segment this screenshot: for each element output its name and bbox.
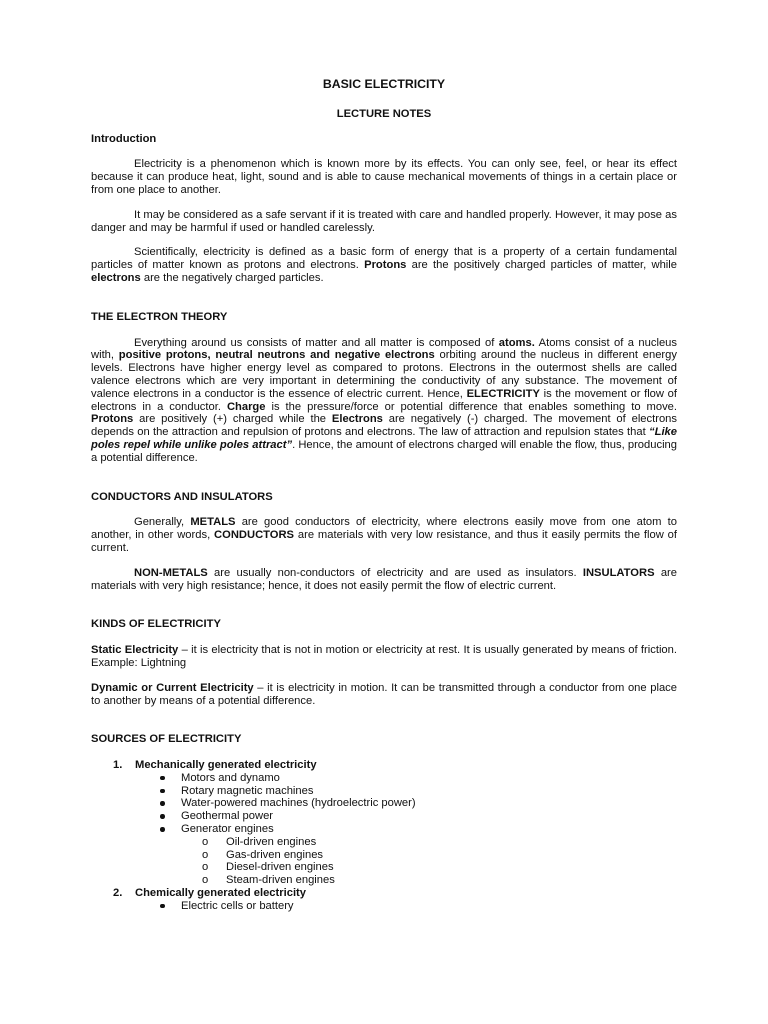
et-text-6: are positively (+) charged while the	[133, 413, 332, 426]
intro-p3-text-c: are the positively charged particles of matter, while	[406, 259, 677, 272]
cond-bold-insulators: INSULATORS	[582, 566, 655, 579]
document-title: BASIC ELECTRICITY	[322, 77, 446, 91]
dynamic-electricity-text: – it is electricity in motion. It can be transmitted through a conductor from one place to another by means of a potential difference.	[91, 681, 677, 707]
conductors-paragraph-2	[91, 567, 677, 593]
document-body	[91, 78, 677, 913]
sources-list-continued	[91, 887, 677, 900]
list-item: o Oil-driven engines	[180, 836, 677, 849]
list-item: o Gas-driven engines	[180, 849, 677, 862]
intro-p3-text-a: Scientifically, electricity is defined as a basic form of energy that is a property of a certain fundamental particles of matter known as protons and electrons.	[91, 246, 677, 272]
list-item-label: Chemically generated electricity	[135, 887, 306, 900]
list-item: Motors and dynamo	[135, 772, 677, 785]
static-electricity-term: Static Electricity	[91, 644, 179, 657]
et-text-2: Atoms consist of a nucleus with,	[91, 336, 677, 362]
et-text-3: orbiting around the nucleus in different energy levels. Electrons have higher energy level as compared to protons. Electrons in the outermost shells are called valence electrons which are very important in determining the conductivity of any substance. The movement of valence electrons in a conductor is the essence of electric current. Hence,	[91, 349, 677, 400]
cond-p1-text-e: are materials with very low resistance, and thus it easily permits the flow of current.	[91, 529, 677, 554]
static-electricity-text: – it is electricity that is not in motion or electricity at rest. It is usually generated by means of friction. Example: Lightning	[91, 644, 677, 669]
generator-engines-list	[180, 836, 677, 887]
list-item: Generator engines	[135, 823, 677, 836]
et-bold-particles: positive protons, neutral neutrons and negative electrons	[118, 349, 435, 362]
intro-paragraph-2: It may be considered as a safe servant if it is treated with care and handled properly. However, it may pose as danger and may be harmful if used or handled carelessly.	[91, 208, 677, 234]
list-item-number: 2.	[113, 887, 123, 900]
list-item-label: Mechanically generated electricity	[135, 759, 317, 772]
conductors-paragraph-1	[91, 516, 677, 554]
cond-p1-text-c: are good conductors of electricity, where electrons easily move from one atom to another, in other words,	[91, 516, 677, 542]
et-bold-electrons: Electrons	[331, 413, 383, 426]
kinds-heading: KINDS OF ELECTRICITY	[91, 618, 221, 631]
et-text-5: is the pressure/force or potential difference that enables something to move.	[265, 400, 677, 413]
et-law-quote: “Like poles repel while unlike poles attract”	[91, 426, 677, 451]
sources-list	[91, 759, 677, 772]
et-text-4: is the movement or flow of electrons in a conductor.	[91, 387, 677, 413]
intro-p3-electrons: electrons	[91, 271, 141, 284]
cond-p1-text-a: Generally,	[134, 516, 191, 529]
list-item	[91, 759, 677, 772]
static-electricity-definition	[91, 644, 677, 670]
cond-p2-text-b: are usually non-conductors of electricity and are used as insulators.	[207, 566, 583, 579]
list-item: o Steam-driven engines	[180, 874, 677, 887]
chemical-sources-list	[135, 900, 677, 913]
dynamic-electricity-definition	[91, 682, 677, 708]
electron-theory-paragraph	[91, 337, 677, 465]
list-item: Electric cells or battery	[135, 900, 677, 913]
dynamic-electricity-term: Dynamic or Current Electricity	[91, 681, 254, 694]
cond-bold-metals: METALS	[190, 516, 236, 529]
document-subtitle: LECTURE NOTES	[336, 107, 432, 120]
sources-heading: SOURCES OF ELECTRICITY	[91, 733, 242, 746]
mechanical-sources-list	[135, 772, 677, 836]
list-item	[91, 887, 677, 900]
electron-theory-heading: THE ELECTRON THEORY	[91, 310, 228, 323]
et-text-8: . Hence, the amount of electrons charged will enable the flow, thus, producing a potential difference.	[91, 438, 677, 464]
intro-paragraph-1: Electricity is a phenomenon which is known more by its effects. You can only see, feel, or hear its effect because it can produce heat, light, sound and is able to cause mechanical movements of things in a certain place or from one place to another.	[91, 158, 677, 196]
list-item: Water-powered machines (hydroelectric power)	[135, 797, 677, 810]
list-item: Rotary magnetic machines	[135, 785, 677, 798]
list-item-number: 1.	[113, 759, 123, 772]
et-bold-atoms: atoms.	[498, 336, 535, 349]
conductors-heading: CONDUCTORS AND INSULATORS	[91, 490, 273, 503]
et-bold-electricity: ELECTRICITY	[466, 387, 540, 400]
intro-paragraph-3	[91, 246, 677, 284]
introduction-heading: Introduction	[91, 132, 157, 145]
et-bold-protons: Protons	[91, 413, 134, 426]
intro-p3-protons: Protons	[364, 259, 407, 272]
list-item: Geothermal power	[135, 810, 677, 823]
cond-p2-text-d: are materials with very high resistance; hence, it does not easily permit the flow of electric current.	[91, 566, 678, 592]
list-item: o Diesel-driven engines	[180, 861, 677, 874]
et-bold-charge: Charge	[226, 400, 266, 413]
et-text-1: Everything around us consists of matter and all matter is composed of	[134, 336, 499, 349]
cond-bold-conductors: CONDUCTORS	[214, 529, 295, 542]
intro-p3-text-e: are the negatively charged particles.	[140, 271, 324, 284]
cond-bold-non-metals: NON-METALS	[134, 566, 208, 579]
et-text-7: are negatively (-) charged. The movement of electrons depends on the attraction and repulsion of protons and electrons. The law of attraction and repulsion states that	[91, 413, 677, 439]
